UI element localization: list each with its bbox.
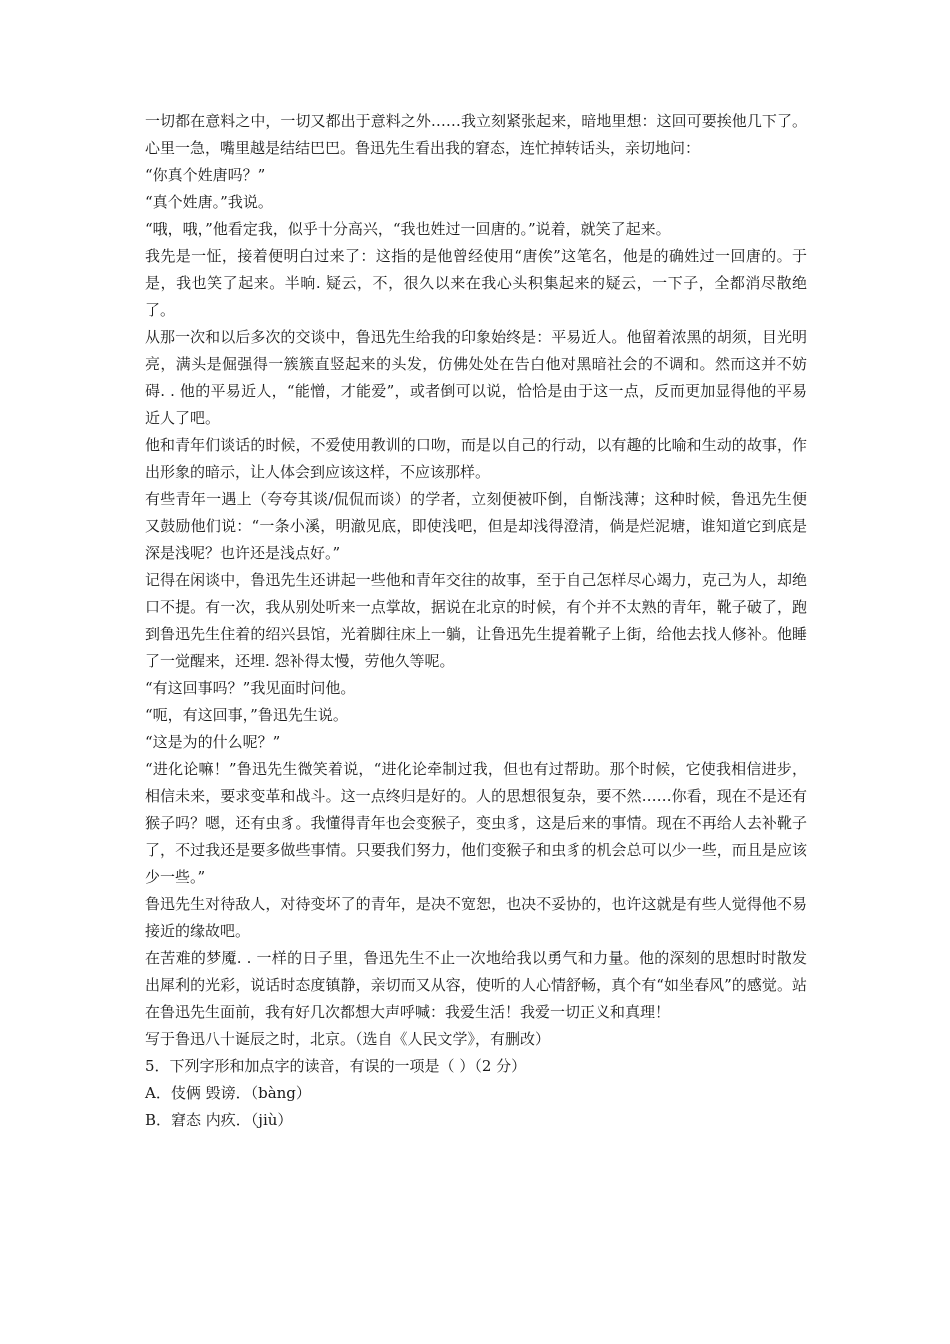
source-note: 写于鲁迅八十诞辰之时，北京。（选自《人民文学》，有删改） xyxy=(145,1030,551,1048)
paragraph: 记得在闲谈中，鲁迅先生还讲起一些他和青年交往的故事，至于自己怎样尽心竭力，克己为人，却绝口不提。有一次，我从别处听来一点掌故，据说在北京的时候，有个并不太熟的青年，靴子破了，跑到鲁迅先生住着的绍兴县馆，光着脚往床上一躺，让鲁迅先生提着靴子上街，给他去找人修补。他睡了一觉醒来，还埋. 怨补得太慢，劳他久等呢。 xyxy=(145,571,807,670)
option-b: B．窘态 内疚．（jiù） xyxy=(145,1111,293,1129)
paragraph: “这是为的什么呢？” xyxy=(145,733,281,751)
paragraph: “呃，有这回事，”鲁迅先生说。 xyxy=(145,706,348,724)
paragraph: “有这回事吗？”我见面时问他。 xyxy=(145,679,356,697)
paragraph: 有些青年一遇上（夸夸其谈/侃侃而谈）的学者，立刻便被吓倒，自惭浅薄；这种时候，鲁迅先生便又鼓励他们说：“一条小溪，明澈见底，即使浅吧，但是却浅得澄清，倘是烂泥塘，谁知道它到底是深是浅呢？也许还是浅点好。” xyxy=(145,490,807,562)
paragraph: “你真个姓唐吗？” xyxy=(145,166,266,184)
paragraph: “真个姓唐。”我说。 xyxy=(145,193,273,211)
paragraph: 从那一次和以后多次的交谈中，鲁迅先生给我的印象始终是：平易近人。他留着浓黑的胡须，目光明亮，满头是倔强得一簇簇直竖起来的头发，仿佛处处在告白他对黑暗社会的不调和。然而这并不妨碍. . 他的平易近人，“能憎，才能爱”，或者倒可以说，恰恰是由于这一点，反而更加显得他的平易近人了吧。 xyxy=(145,328,807,427)
paragraph: 鲁迅先生对待敌人，对待变坏了的青年，是决不宽恕，也决不妥协的，也许这就是有些人觉得他不易接近的缘故吧。 xyxy=(145,895,807,940)
option-a: A．伎俩 毁谤．（bàng） xyxy=(145,1084,311,1102)
document-page xyxy=(145,108,807,1134)
paragraph: 一切都在意料之中，一切又都出于意料之外……我立刻紧张起来，暗地里想：这回可要挨他几下了。心里一急，嘴里越是结结巴巴。鲁迅先生看出我的窘态，连忙掉转话头，亲切地问： xyxy=(145,112,807,157)
paragraph: 在苦难的梦魇. . 一样的日子里，鲁迅先生不止一次地给我以勇气和力量。他的深刻的思想时时散发出犀利的光彩，说话时态度镇静，亲切而又从容，使听的人心情舒畅，真个有“如坐春风”的感觉。站在鲁迅先生面前，我有好几次都想大声呼喊：我爱生活！我爱一切正义和真理！ xyxy=(145,949,807,1021)
paragraph: “哦，哦，”他看定我，似乎十分高兴，“我也姓过一回唐的。”说着，就笑了起来。 xyxy=(145,220,671,238)
paragraph: “进化论嘛！”鲁迅先生微笑着说，“进化论牵制过我，但也有过帮助。那个时候，它使我相信进步，相信未来，要求变革和战斗。这一点终归是好的。人的思想很复杂，要不然……你看，现在不是还有猴子吗？嗯，还有虫豸。我懂得青年也会变猴子，变虫豸，这是后来的事情。现在不再给人去补靴子了，不过我还是要多做些事情。只要我们努力，他们变猴子和虫豸的机会总可以少一些，而且是应该少一些。” xyxy=(145,760,807,886)
paragraph: 我先是一怔，接着便明白过来了：这指的是他曾经使用“唐俟”这笔名，他是的确姓过一回唐的。于是，我也笑了起来。半晌. 疑云，不，很久以来在我心头积集起来的疑云，一下子，全都消尽散绝了。 xyxy=(145,247,807,319)
paragraph: 他和青年们谈话的时候，不爱使用教训的口吻，而是以自己的行动，以有趣的比喻和生动的故事，作出形象的暗示，让人体会到应该这样，不应该那样。 xyxy=(145,436,807,481)
question-stem: 5．下列字形和加点字的读音，有误的一项是（ ）（2 分） xyxy=(145,1057,527,1075)
